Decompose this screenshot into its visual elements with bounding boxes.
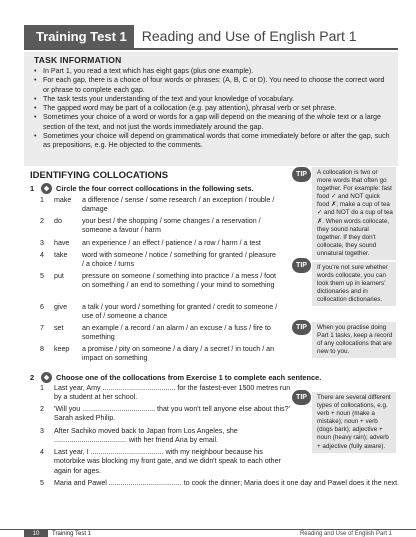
sentence-text[interactable]: Last year, Amy ..................................... for the fastest-ever 1500 metres run by a student at her school. xyxy=(54,384,291,402)
collocation-item xyxy=(40,239,278,248)
collocation-item xyxy=(40,324,278,343)
item-number: 4 xyxy=(40,448,44,456)
item-verb: take xyxy=(54,251,68,259)
sentence-item xyxy=(40,384,294,403)
page-title: Reading and Use of English Part 1 xyxy=(134,25,357,48)
sentence-item xyxy=(40,448,294,476)
item-options[interactable]: your best / the shopping / some changes / a reservation / someone a favour / harm xyxy=(82,217,261,235)
sentence-item xyxy=(40,427,294,446)
item-number: 7 xyxy=(40,324,44,332)
collocation-item xyxy=(40,272,278,291)
tip-box: A collocation is two or more words that often go together. For example: fast food ✓ and NOT quick food ✗; make a cup of tea ✓ and NOT do a cup of tea ✗. When words collocate, they sound natural together. If they don't collocate, they sound unnatural together. xyxy=(312,167,396,260)
task-bullet: • Sometimes your choice will depend on grammatical words that come immediately before or after the gap, such as prepositions, e.g. He objected to the comments. xyxy=(34,132,390,151)
exercise-icon: ❖ xyxy=(41,183,52,194)
item-verb: set xyxy=(54,324,64,332)
tip-badge: TIP xyxy=(292,258,311,273)
item-number: 8 xyxy=(40,345,44,353)
item-number: 3 xyxy=(40,427,44,435)
sentence-item xyxy=(40,405,294,424)
item-number: 2 xyxy=(40,405,44,413)
item-options[interactable]: an experience / an effect / patience / a row / harm / a test xyxy=(82,239,261,247)
item-number: 3 xyxy=(40,239,44,247)
item-number: 4 xyxy=(40,251,44,259)
task-bullet: • The task tests your understanding of the text and your knowledge of vocabulary. xyxy=(34,95,390,104)
collocation-item xyxy=(40,303,278,322)
task-bullet: • The gapped word may be part of a collocation (e.g. pay attention), phrasal verb or set phrase. xyxy=(34,104,390,113)
task-information-box xyxy=(24,52,398,166)
item-number: 6 xyxy=(40,303,44,311)
item-number: 5 xyxy=(40,272,44,280)
footer-left: Training Test 1 xyxy=(52,531,92,537)
item-number: 2 xyxy=(40,217,44,225)
test-label: Training Test 1 xyxy=(24,25,134,48)
item-options[interactable]: a talk / your word / something for granted / credit to someone / use of / someone a chance xyxy=(82,303,278,321)
item-number: 5 xyxy=(40,479,44,487)
item-options[interactable]: a promise / pity on someone / a diary / a secret / in touch / an impact on something xyxy=(82,345,275,363)
task-bullet-list xyxy=(34,67,390,151)
item-options[interactable]: word with someone / notice / something for granted / pleasure / a choice / turns xyxy=(82,251,277,269)
tip-box: When you practise doing Part 1 tasks, keep a record of any collocations that are new to you. xyxy=(312,322,396,358)
page-number: 10 xyxy=(24,530,48,537)
task-bullet: • In Part 1, you read a text which has eight gaps (plus one example). xyxy=(34,67,390,76)
tip-box: If you're not sure whether words collocate, you can look them up in learners' dictionaries and in collocation dictionaries. xyxy=(312,262,396,306)
item-verb: have xyxy=(54,239,70,247)
tip-badge: TIP xyxy=(292,167,311,182)
item-verb: make xyxy=(54,196,72,204)
exercise-instruction: Choose one of the collocations from Exercise 1 to complete each sentence. xyxy=(56,373,322,382)
item-verb: do xyxy=(54,217,62,225)
section-heading: IDENTIFYING COLLOCATIONS xyxy=(30,170,169,181)
footer-right: Reading and Use of English Part 1 xyxy=(299,531,392,537)
page-header xyxy=(24,25,398,50)
item-options[interactable]: an example / a record / an alarm / an excuse / a fuss / fire to something xyxy=(82,324,271,342)
page-footer xyxy=(0,529,416,537)
collocation-item xyxy=(40,345,278,364)
sentence-item xyxy=(40,479,404,488)
exercise-number: 1 xyxy=(30,184,35,193)
tip-box: There are several different types of collocations, e.g. verb + noun (make a mistake); noun + verb (dogs bark); adjective + noun (heavy rain); adverb + adjective (fully aware). xyxy=(312,392,396,453)
item-options[interactable]: pressure on someone / something into practice / a mess / foot on something / an end to something / your mind to something xyxy=(82,272,276,290)
sentence-text[interactable]: After Sachiko moved back to Japan from Los Angeles, she ..................................... with her friend Ana by email. xyxy=(54,427,238,445)
item-number: 1 xyxy=(40,196,44,204)
collocation-item xyxy=(40,217,278,236)
item-number: 1 xyxy=(40,384,44,392)
collocation-item xyxy=(40,251,278,270)
exercise-number: 2 xyxy=(30,373,35,382)
exercise-1-heading xyxy=(30,183,254,194)
exercise-2-heading xyxy=(30,372,321,383)
sentence-text[interactable]: Maria and Pawel ..................................... to cook the dinner; Maria does it one day and Pawel does it the next. xyxy=(54,479,400,487)
item-verb: give xyxy=(54,303,68,311)
exercise-instruction: Circle the four correct collocations in the following sets. xyxy=(56,184,254,193)
collocation-item xyxy=(40,196,278,215)
sentence-text[interactable]: 'Will you ..................................... that you won't tell anyone else about this?' Sarah asked Philip. xyxy=(54,405,290,423)
task-bullet: • For each gap, there is a choice of four words or phrases: (A, B, C or D). You need to choose the correct word or phrase to complete each gap. xyxy=(34,76,390,95)
task-heading: TASK INFORMATION xyxy=(34,55,122,65)
item-verb: keep xyxy=(54,345,70,353)
task-bullet: • Sometimes your choice of a word or words for a gap will depend on the meaning of the whole text or a large section of the text, and not just the words immediately around the gap. xyxy=(34,113,390,132)
sentence-text[interactable]: Last year, I ..................................... with my neighbour because his motorbike was blocking my front gate, and we didn't speak to each other again for ages. xyxy=(54,448,281,475)
exercise-icon: ❖ xyxy=(41,372,52,383)
tip-badge: TIP xyxy=(292,390,311,405)
item-options[interactable]: a difference / sense / some research / an exception / trouble / damage xyxy=(82,196,275,214)
tip-badge: TIP xyxy=(292,320,311,335)
item-verb: put xyxy=(54,272,64,280)
